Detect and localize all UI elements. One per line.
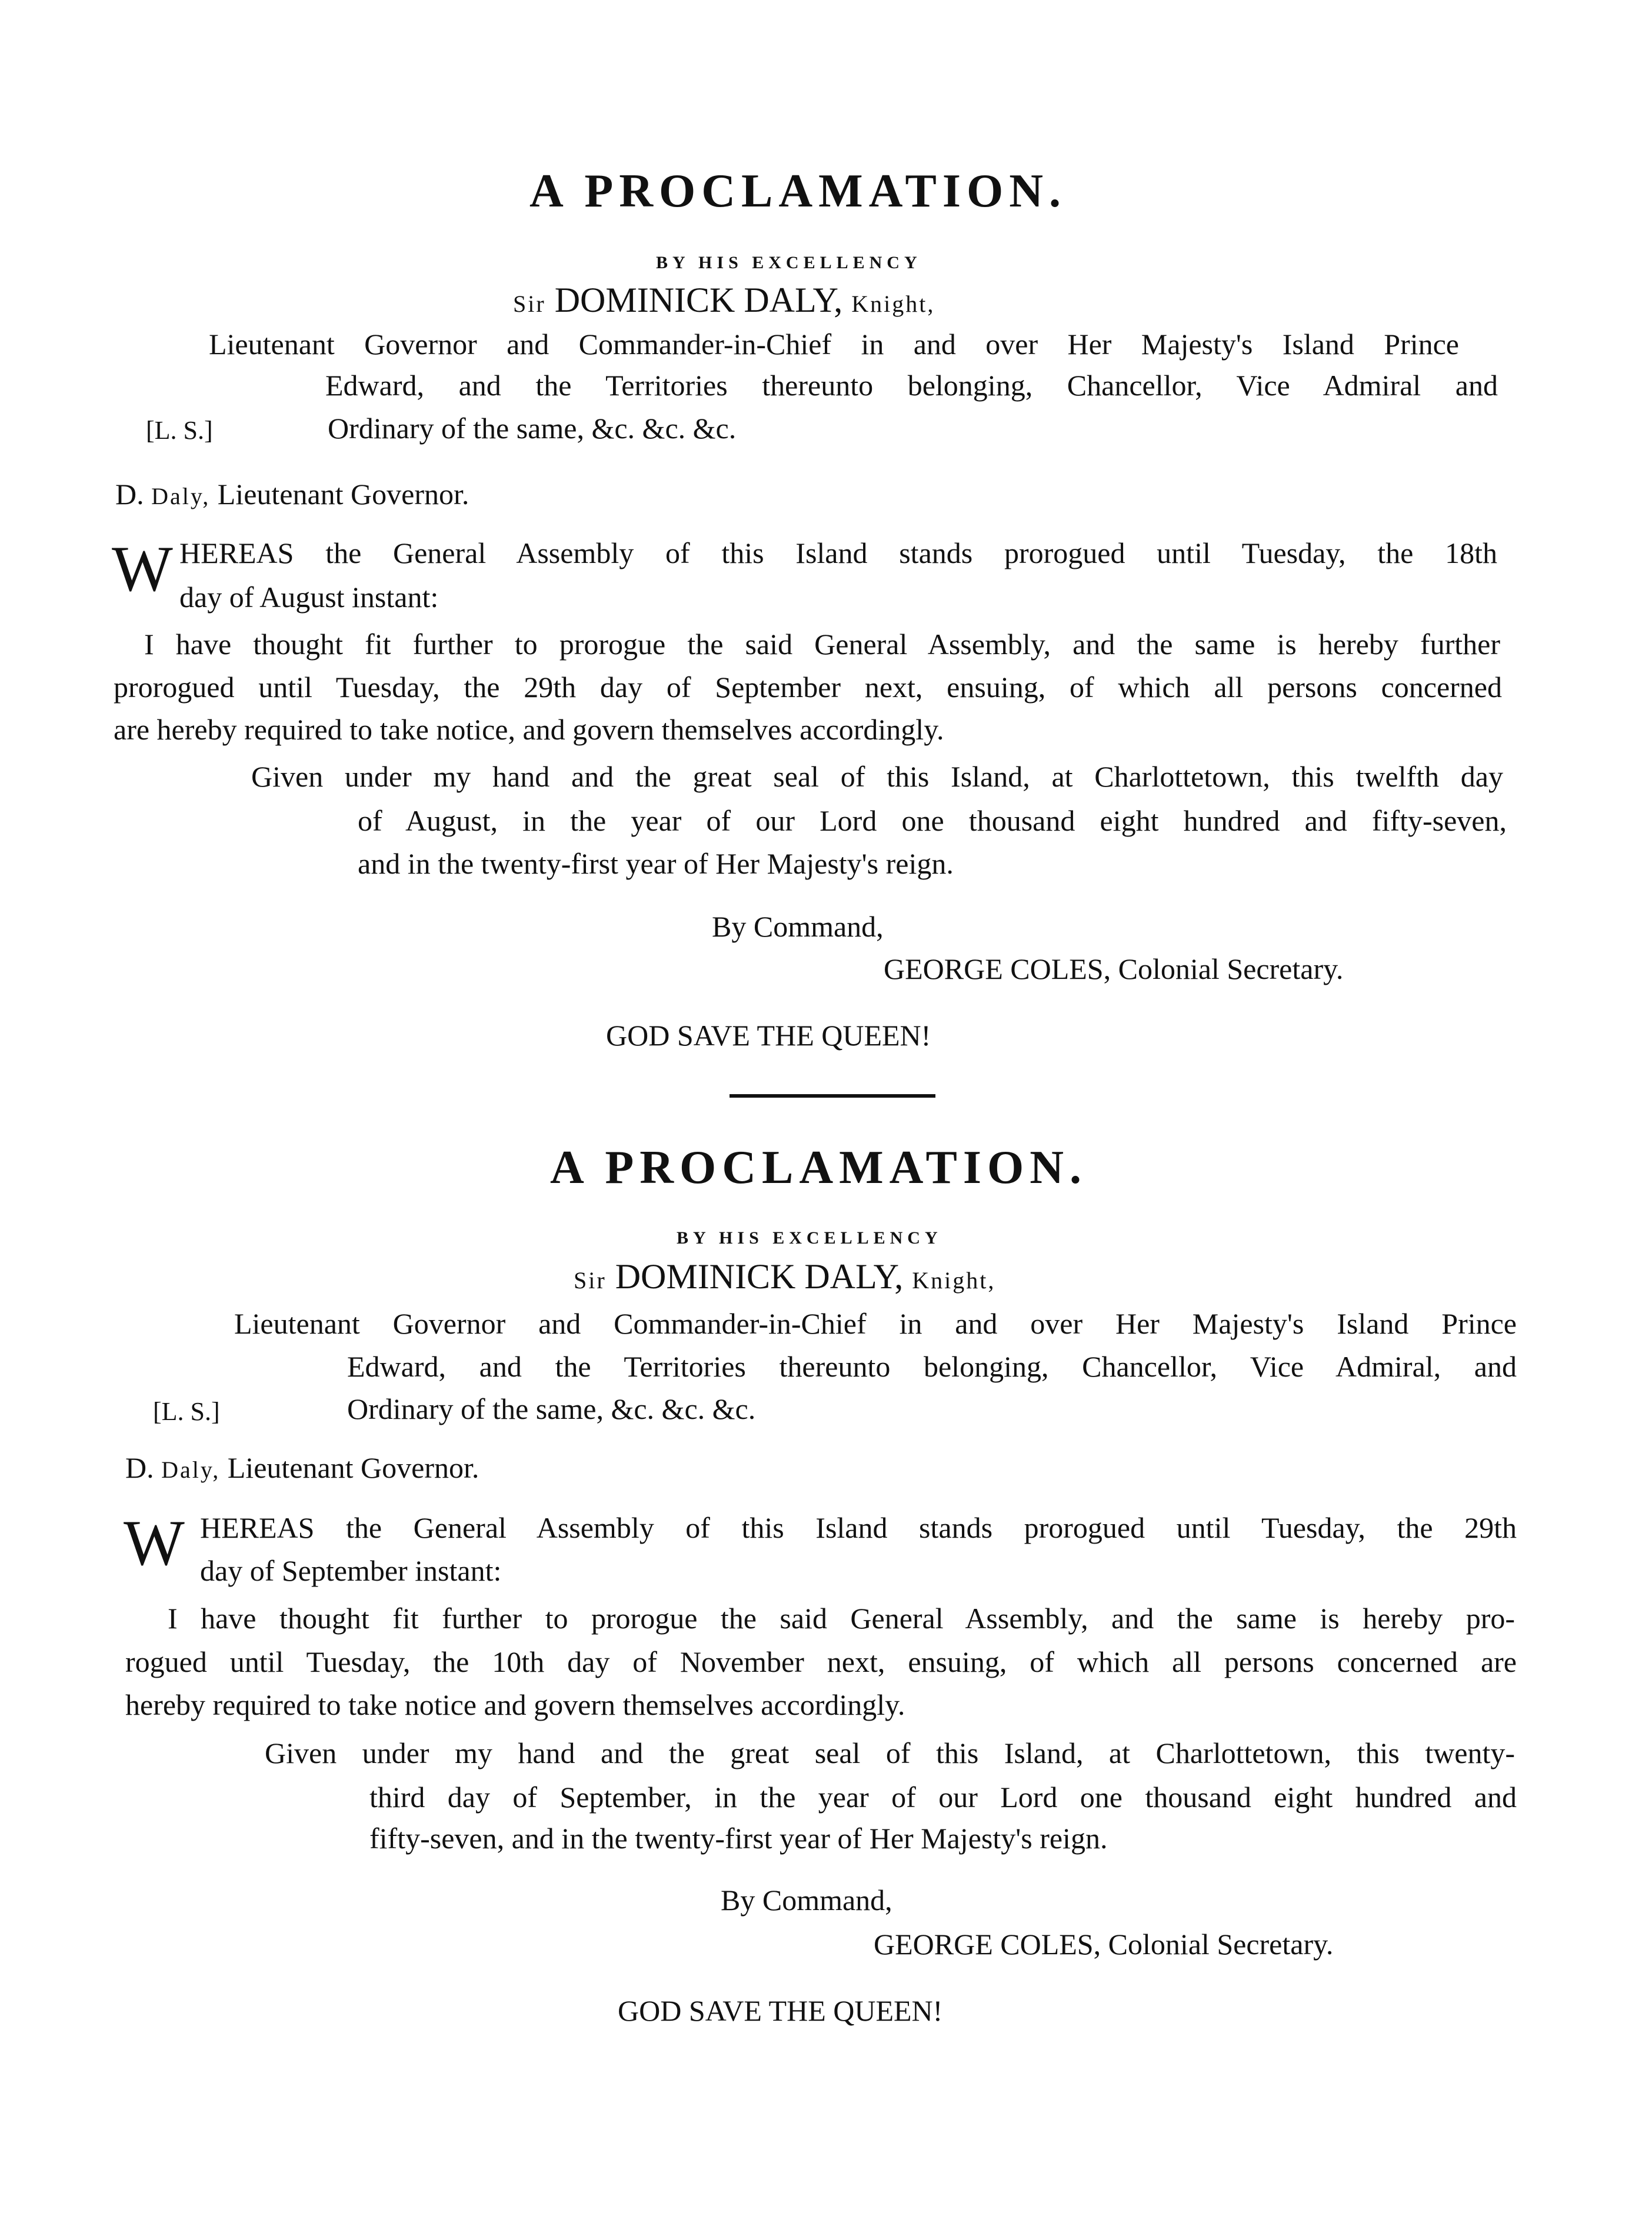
by-command: By Command, [712,910,884,943]
signature-line [125,1453,479,1482]
signature-line [115,479,469,509]
governor-name [574,1259,995,1294]
governor-name [513,282,935,318]
god-save-the-queen: GOD SAVE THE QUEEN! [618,1994,943,2027]
section-divider [730,1094,935,1098]
secretary-line: GEORGE COLES, Colonial Secretary. [884,952,1344,985]
knight-suffix: Knight, [912,1267,996,1294]
signature-title: Lieutenant Governor. [217,478,469,511]
byline: BY HIS EXCELLENCY [677,1228,942,1248]
given-line-1: Given under my hand and the great seal of this Island, at Charlottetown, this twelfth day [251,760,1503,793]
byline: BY HIS EXCELLENCY [656,253,922,272]
signature-initial: D. [115,478,144,511]
proclamation-title: A PROCLAMATION. [550,1142,1087,1194]
given-line-3: fifty-seven, and in the twenty-first year of Her Majesty's reign. [369,1822,1108,1855]
body-line-1: I have thought fit further to prorogue the said General Assembly, and the same is hereby pro- [168,1602,1515,1635]
sir-prefix: Sir [513,291,546,317]
whereas-line-1: HEREAS the General Assembly of this Island stands prorogued until Tuesday, the 18th [179,536,1497,569]
proclamation-title: A PROCLAMATION. [529,165,1067,217]
given-line-2: third day of September, in the year of our Lord one thousand eight hundred and [369,1781,1517,1814]
name-text: DOMINICK DALY, [554,281,843,319]
given-line-2: of August, in the year of our Lord one thousand eight hundred and fifty-seven, [358,804,1507,837]
given-line-1: Given under my hand and the great seal of this Island, at Charlottetown, this twenty- [265,1737,1515,1769]
body-line-2: rogued until Tuesday, the 10th day of November next, ensuing, of which all persons concerned are [125,1645,1517,1678]
seal-mark: [L. S.] [153,1397,220,1426]
body-line-2: prorogued until Tuesday, the 29th day of September next, ensuing, of which all persons concerned [114,671,1502,704]
whereas-line-2: day of August instant: [179,581,439,614]
drop-cap: W [112,533,173,605]
given-line-3: and in the twenty-first year of Her Majesty's reign. [358,847,954,880]
body-line-1: I have thought fit further to prorogue the said General Assembly, and the same is hereby further [144,628,1500,661]
signature-title: Lieutenant Governor. [227,1451,479,1484]
style-line-3: Ordinary of the same, &c. &c. &c. [347,1392,756,1425]
signature-name: Daly, [161,1457,221,1483]
secretary-line: GEORGE COLES, Colonial Secretary. [874,1928,1334,1961]
style-line-2: Edward, and the Territories thereunto belonging, Chancellor, Vice Admiral and [325,369,1498,402]
drop-cap: W [124,1507,185,1579]
signature-name: Daly, [151,483,211,509]
whereas-line-1: HEREAS the General Assembly of this Island stands prorogued until Tuesday, the 29th [200,1511,1517,1544]
name-text: DOMINICK DALY, [615,1257,904,1296]
seal-mark: [L. S.] [146,416,213,445]
sir-prefix: Sir [574,1267,607,1294]
by-command: By Command, [721,1884,892,1917]
body-line-3: hereby required to take notice and govern themselves accordingly. [125,1688,905,1721]
style-line-1: Lieutenant Governor and Commander-in-Chief in and over Her Majesty's Island Prince [234,1307,1517,1340]
style-line-2: Edward, and the Territories thereunto belonging, Chancellor, Vice Admiral, and [347,1350,1517,1383]
whereas-line-2: day of September instant: [200,1554,502,1587]
signature-initial: D. [125,1451,154,1484]
knight-suffix: Knight, [851,291,935,317]
body-line-3: are hereby required to take notice, and govern themselves accordingly. [114,713,944,746]
style-line-1: Lieutenant Governor and Commander-in-Chief in and over Her Majesty's Island Prince [209,328,1459,361]
style-line-3: Ordinary of the same, &c. &c. &c. [328,412,737,445]
god-save-the-queen: GOD SAVE THE QUEEN! [606,1019,931,1052]
